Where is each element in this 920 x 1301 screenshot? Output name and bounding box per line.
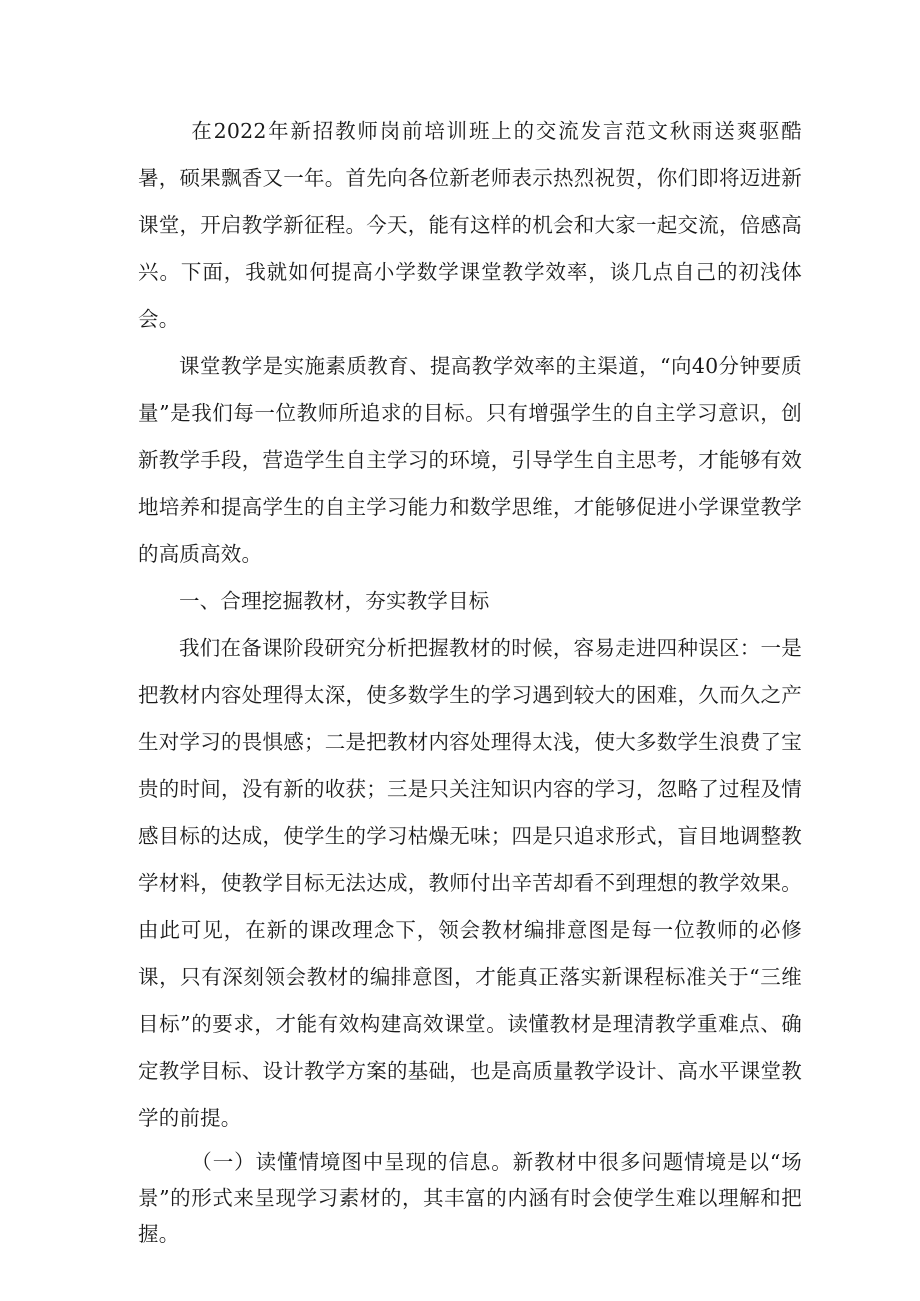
document-page	[138, 108, 802, 1252]
subsection-paragraph: （一）读懂情境图中呈现的信息。新教材中很多问题情境是以“场景”的形式来呈现学习素材的，其丰富的内涵有时会使学生难以理解和把握。	[138, 1150, 802, 1246]
body-paragraph: 我们在备课阶段研究分析把握教材的时候，容易走进四种误区：一是把教材内容处理得太深，使多数学生的学习遇到较大的困难，久而久之产生对学习的畏惧感；二是把教材内容处理得太浅，使大多数学生浪费了宝贵的时间，没有新的收获；三是只关注知识内容的学习，忽略了过程及情感目标的达成，使学生的学习枯燥无味；四是只追求形式，盲目地调整教学材料，使教学目标无法达成，教师付出辛苦却看不到理想的教学效果。由此可见，在新的课改理念下，领会教材编排意图是每一位教师的必修课，只有深刻领会教材的编排意图，才能真正落实新课程标准关于“三维目标”的要求，才能有效构建高效课堂。读懂教材是理清教学重难点、确定教学目标、设计教学方案的基础，也是高质量教学设计、高水平课堂教学的前提。	[138, 636, 802, 1130]
intro-paragraph: 在2022年新招教师岗前培训班上的交流发言范文秋雨送爽驱酷暑，硕果飘香又一年。首先向各位新老师表示热烈祝贺，你们即将迈进新课堂，开启教学新征程。今天，能有这样的机会和大家一起交流，倍感高兴。下面，我就如何提高小学数学课堂教学效率，谈几点自己的初浅体会。	[138, 119, 802, 331]
body-paragraph: 课堂教学是实施素质教育、提高教学效率的主渠道，“向40分钟要质量”是我们每一位教师所追求的目标。只有增强学生的自主学习意识，创新教学手段，营造学生自主学习的环境，引导学生自主思考，才能够有效地培养和提高学生的自主学习能力和数学思维，才能够促进小学课堂教学的高质高效。	[138, 354, 802, 566]
section-heading: 一、合理挖掘教材，夯实教学目标	[179, 589, 490, 613]
